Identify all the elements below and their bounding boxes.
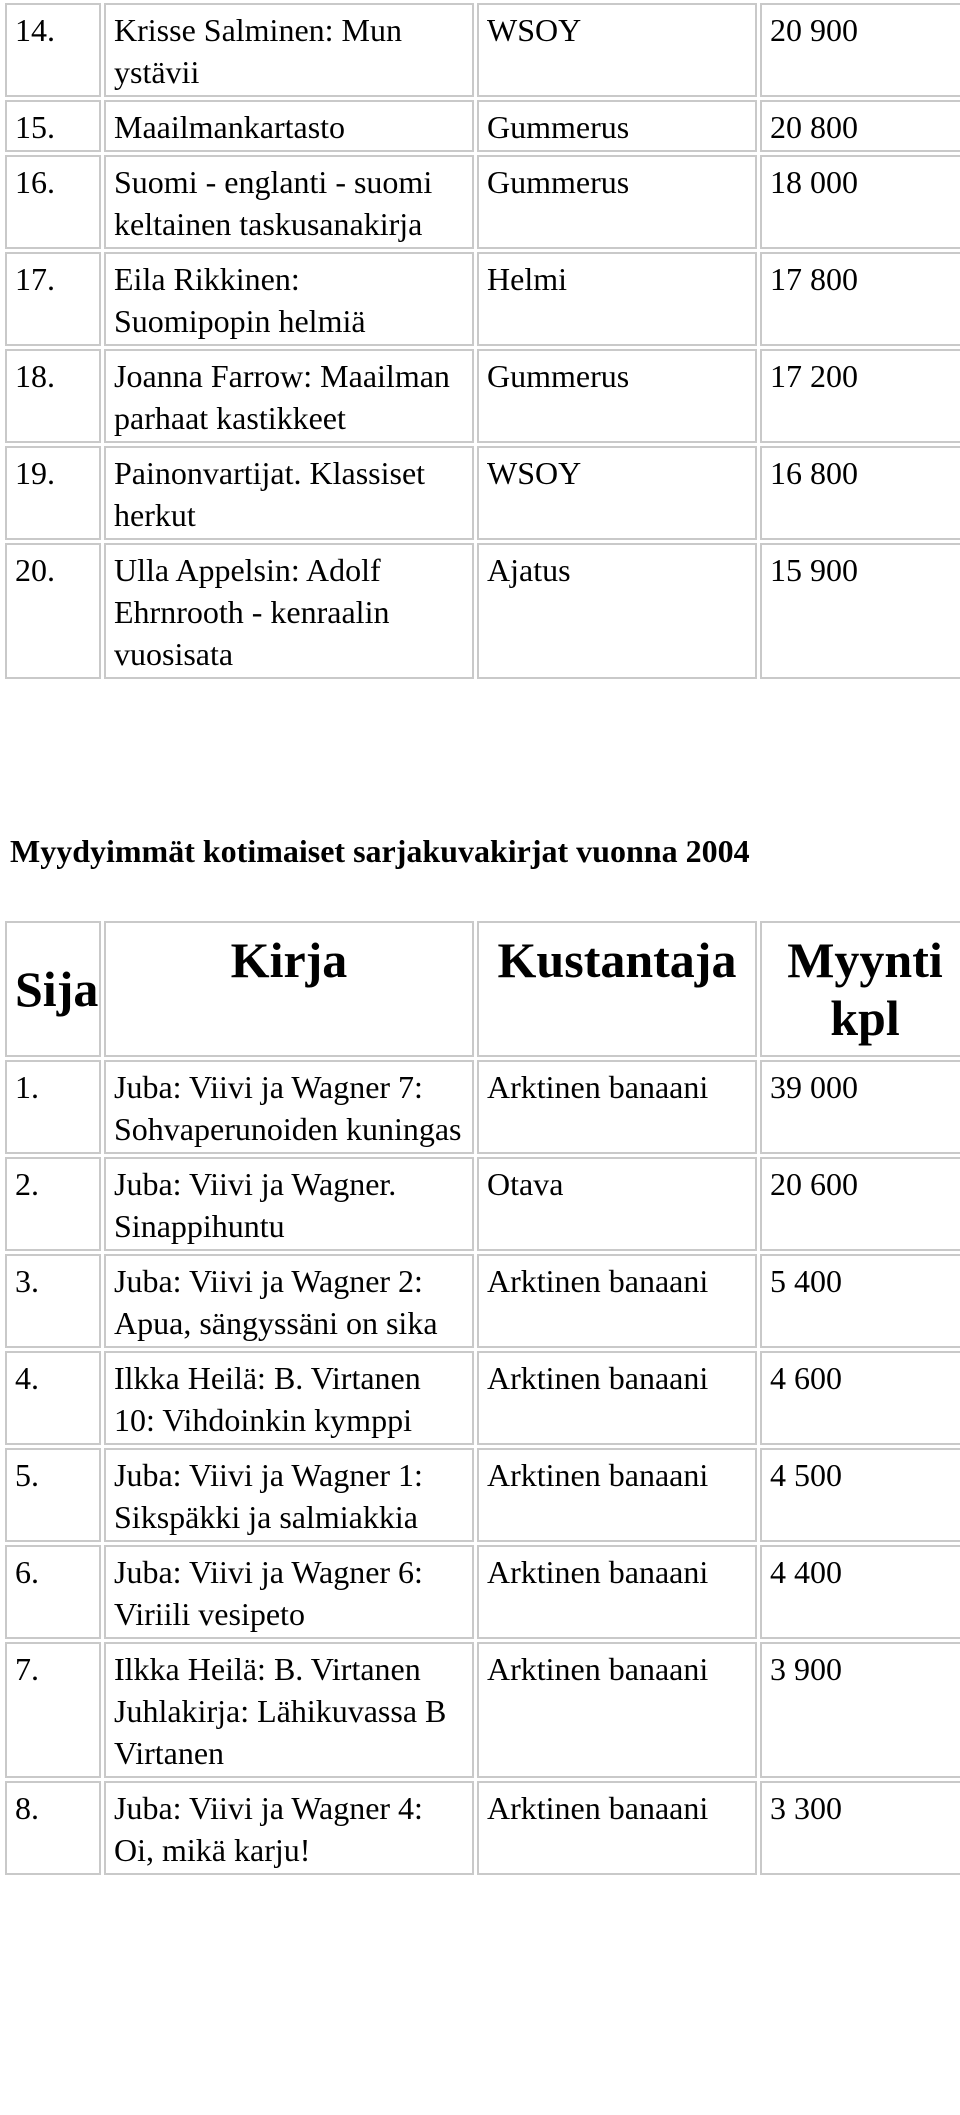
sales-cell: 3 900 [760,1642,960,1778]
publisher-cell: Arktinen banaani [477,1448,757,1542]
book-cell: Juba: Viivi ja Wagner 2: Apua, sängyssäni on sika [104,1254,474,1348]
publisher-cell: Ajatus [477,543,757,679]
sales-cell: 18 000 [760,155,960,249]
table-row [5,1448,960,1542]
publisher-cell: Arktinen banaani [477,1642,757,1778]
header-publisher: Kustantaja [477,921,757,1057]
rank-cell: 2. [5,1157,101,1251]
book-cell: Juba: Viivi ja Wagner 4: Oi, mikä karju! [104,1781,474,1875]
table-row [5,1254,960,1348]
sales-cell: 5 400 [760,1254,960,1348]
table-row [5,1545,960,1639]
sales-cell: 20 800 [760,100,960,152]
book-cell: Juba: Viivi ja Wagner 6: Viriili vesipeto [104,1545,474,1639]
table-row [5,446,960,540]
table-row [5,349,960,443]
publisher-cell: Arktinen banaani [477,1060,757,1154]
publisher-cell: Arktinen banaani [477,1254,757,1348]
book-cell: Suomi - englanti - suomi keltainen taskusanakirja [104,155,474,249]
book-cell: Krisse Salminen: Mun ystävii [104,3,474,97]
rank-cell: 5. [5,1448,101,1542]
table-row [5,100,960,152]
rank-cell: 7. [5,1642,101,1778]
sales-cell: 4 500 [760,1448,960,1542]
rank-cell: 3. [5,1254,101,1348]
rank-cell: 18. [5,349,101,443]
publisher-cell: Gummerus [477,349,757,443]
table-header-row [5,921,960,1057]
sales-cell: 16 800 [760,446,960,540]
rank-cell: 16. [5,155,101,249]
publisher-cell: WSOY [477,3,757,97]
table-row [5,252,960,346]
sales-cell: 15 900 [760,543,960,679]
book-cell: Juba: Viivi ja Wagner. Sinappihuntu [104,1157,474,1251]
sales-cell: 17 200 [760,349,960,443]
publisher-cell: Arktinen banaani [477,1545,757,1639]
table-row [5,543,960,679]
publisher-cell: Helmi [477,252,757,346]
sales-cell: 39 000 [760,1060,960,1154]
book-cell: Ulla Appelsin: Adolf Ehrnrooth - kenraalin vuosisata [104,543,474,679]
comics-bestsellers-table [2,918,960,1878]
rank-cell: 20. [5,543,101,679]
sales-cell: 4 400 [760,1545,960,1639]
table-row [5,3,960,97]
book-cell: Ilkka Heilä: B. Virtanen Juhlakirja: Lähikuvassa B Virtanen [104,1642,474,1778]
sales-cell: 20 600 [760,1157,960,1251]
rank-cell: 6. [5,1545,101,1639]
publisher-cell: Otava [477,1157,757,1251]
publisher-cell: Gummerus [477,155,757,249]
sales-cell: 17 800 [760,252,960,346]
book-cell: Ilkka Heilä: B. Virtanen 10: Vihdoinkin kymppi [104,1351,474,1445]
sales-cell: 3 300 [760,1781,960,1875]
book-cell: Juba: Viivi ja Wagner 7: Sohvaperunoiden kuningas [104,1060,474,1154]
section-title: Myydyimmät kotimaiset sarjakuvakirjat vuonna 2004 [10,833,750,869]
publisher-cell: Arktinen banaani [477,1781,757,1875]
sales-cell: 20 900 [760,3,960,97]
book-cell: Juba: Viivi ja Wagner 1: Sikspäkki ja salmiakkia [104,1448,474,1542]
rank-cell: 17. [5,252,101,346]
rank-cell: 15. [5,100,101,152]
book-cell: Maailmankartasto [104,100,474,152]
publisher-cell: Gummerus [477,100,757,152]
bestsellers-table-continued [2,0,960,682]
book-cell: Eila Rikkinen: Suomipopin helmiä [104,252,474,346]
table-row [5,1060,960,1154]
publisher-cell: WSOY [477,446,757,540]
header-book: Kirja [104,921,474,1057]
sales-cell: 4 600 [760,1351,960,1445]
rank-cell: 19. [5,446,101,540]
rank-cell: 14. [5,3,101,97]
table-row [5,1351,960,1445]
table-row [5,1781,960,1875]
rank-cell: 4. [5,1351,101,1445]
header-sales: Myynti kpl [760,921,960,1057]
header-rank: Sija [5,921,101,1057]
rank-cell: 1. [5,1060,101,1154]
publisher-cell: Arktinen banaani [477,1351,757,1445]
table-row [5,1157,960,1251]
table-row [5,155,960,249]
book-cell: Painonvartijat. Klassiset herkut [104,446,474,540]
table-row [5,1642,960,1778]
book-cell: Joanna Farrow: Maailman parhaat kastikkeet [104,349,474,443]
rank-cell: 8. [5,1781,101,1875]
